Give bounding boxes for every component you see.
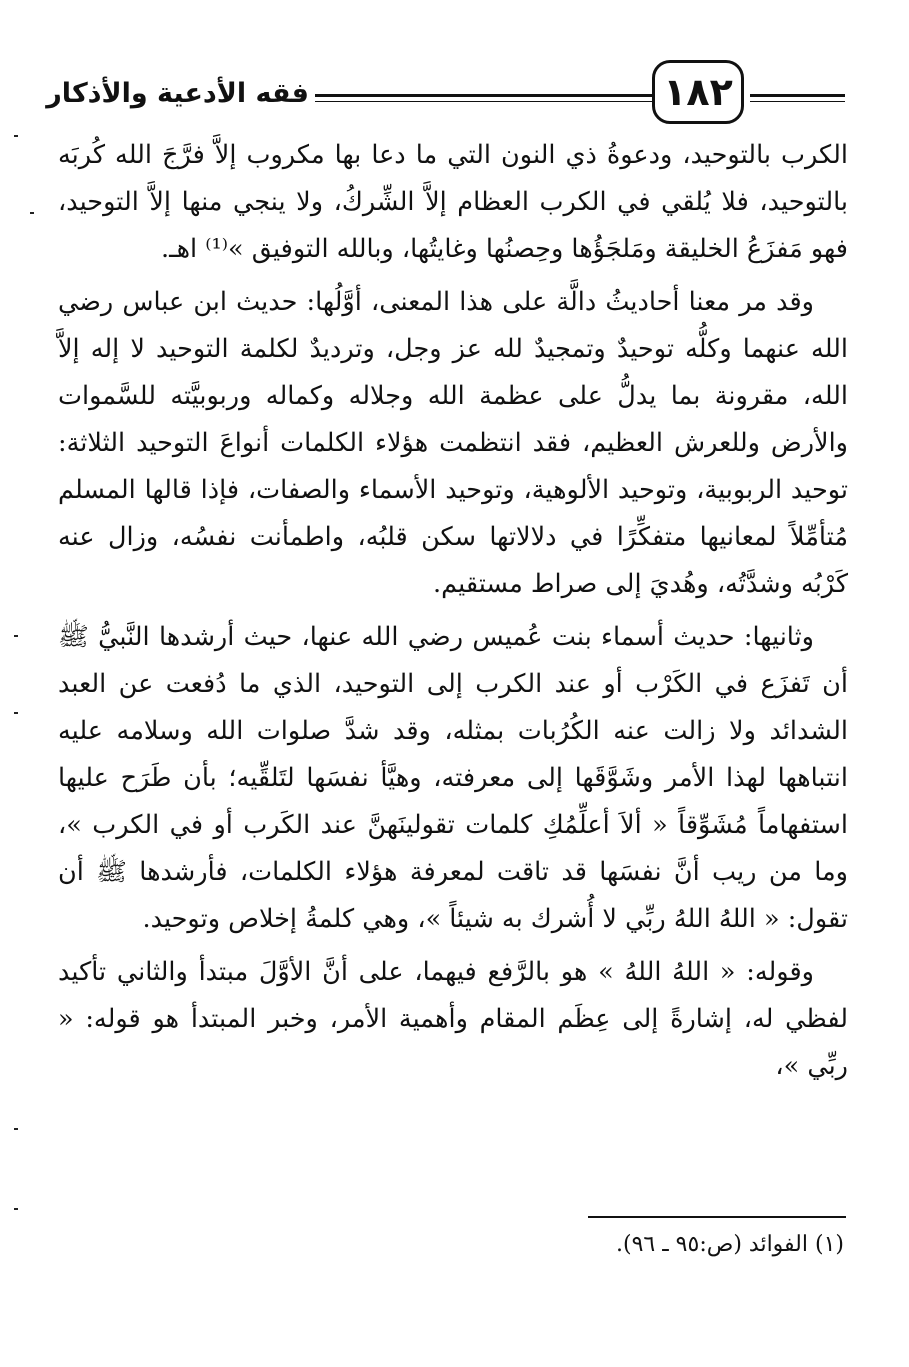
margin-mark: [30, 212, 34, 214]
main-text: [58, 132, 848, 1090]
paragraph-2: وقد مر معنا أحاديثُ دالَّة على هذا المعنى، أوَّلُها: حديث ابن عباس رضي الله عنهما وكلُّه توحيدٌ وتمجيدٌ لله عز وجل، وترديدٌ لكلمة التوحيد لا إله إلاَّ الله، مقرونة بما يدلُّ على عظمة الله وجلاله وكماله وربوبيَّته للسَّموات والأرض وللعرش العظيم، فقد انتظمت هؤلاء الكلمات أنواعَ التوحيد الثلاثة: توحيد الربوبية، وتوحيد الألوهية، وتوحيد الأسماء والصفات، فإذا قالها المسلم مُتأمِّلاً لمعانيها متفكِّرًا في دلالاتها سكن قلبُه، واطمأنت نفسُه، وزال عنه كَرْبُه وشدَّتُه، وهُديَ إلى صراط مستقيم.: [58, 287, 848, 599]
header-rule-thin-right: [750, 101, 845, 102]
header-rule-thick-right: [750, 94, 845, 97]
margin-mark: [14, 635, 18, 637]
page-number: ١٨٢: [663, 70, 733, 114]
footnote: (١) الفوائد (ص:٩٥ ـ ٩٦).: [616, 1232, 844, 1257]
margin-mark: [14, 1208, 18, 1210]
book-title: فقه الأدعية والأذكار: [46, 78, 309, 109]
margin-mark: [14, 1128, 18, 1130]
footnote-separator: [588, 1216, 846, 1218]
margin-mark: [14, 135, 18, 137]
paragraph-1: الكرب بالتوحيد، ودعوةُ ذي النون التي ما دعا بها مكروب إلاَّ فرَّجَ الله كُربَه بالتوحيد، فلا يُلقي في الكرب العظام إلاَّ الشِّركُ، ولا ينجي منها إلاَّ التوحيد، فهو مَفزَعُ الخليقة ومَلجَؤُها وحِصنُها وغايتُها، وبالله التوفيق »⁽¹⁾ اهـ.: [58, 140, 848, 264]
page-number-frame: [652, 60, 744, 124]
page-header: [46, 58, 850, 128]
margin-mark: [14, 712, 18, 714]
paragraph-4: وقوله: « اللهُ اللهُ » هو بالرَّفع فيهما، على أنَّ الأوَّلَ مبتدأ والثاني تأكيد لفظي له، إشارةً إلى عِظَم المقام وأهمية الأمر، وخبر المبتدأ هو قوله: « ربِّي »،: [58, 957, 848, 1081]
paragraph-3: وثانيها: حديث أسماء بنت عُميس رضي الله عنها، حيث أرشدها النَّبيُّ ﷺ أن تَفزَع في الكَرْب أو عند الكرب إلى التوحيد، الذي ما دُفعت عن العبد الشدائد ولا زالت عنه الكُرُبات بمثله، وقد شدَّ صلوات الله وسلامه عليه انتباهها لهذا الأمر وشَوَّقَها إلى معرفته، وهيَّأ نفسَها لتَلقِّيه؛ بأن طَرَح عليها استفهاماً مُشَوِّقاً « ألاَ أعلِّمُكِ كلمات تقولينَهنَّ عند الكَرب أو في الكرب »، وما من ريب أنَّ نفسَها قد تاقت لمعرفة هؤلاء الكلمات، فأرشدها ﷺ أن تقول: « اللهُ اللهُ ربِّي لا أُشرك به شيئاً »، وهي كلمةُ إخلاص وتوحيد.: [58, 622, 848, 934]
